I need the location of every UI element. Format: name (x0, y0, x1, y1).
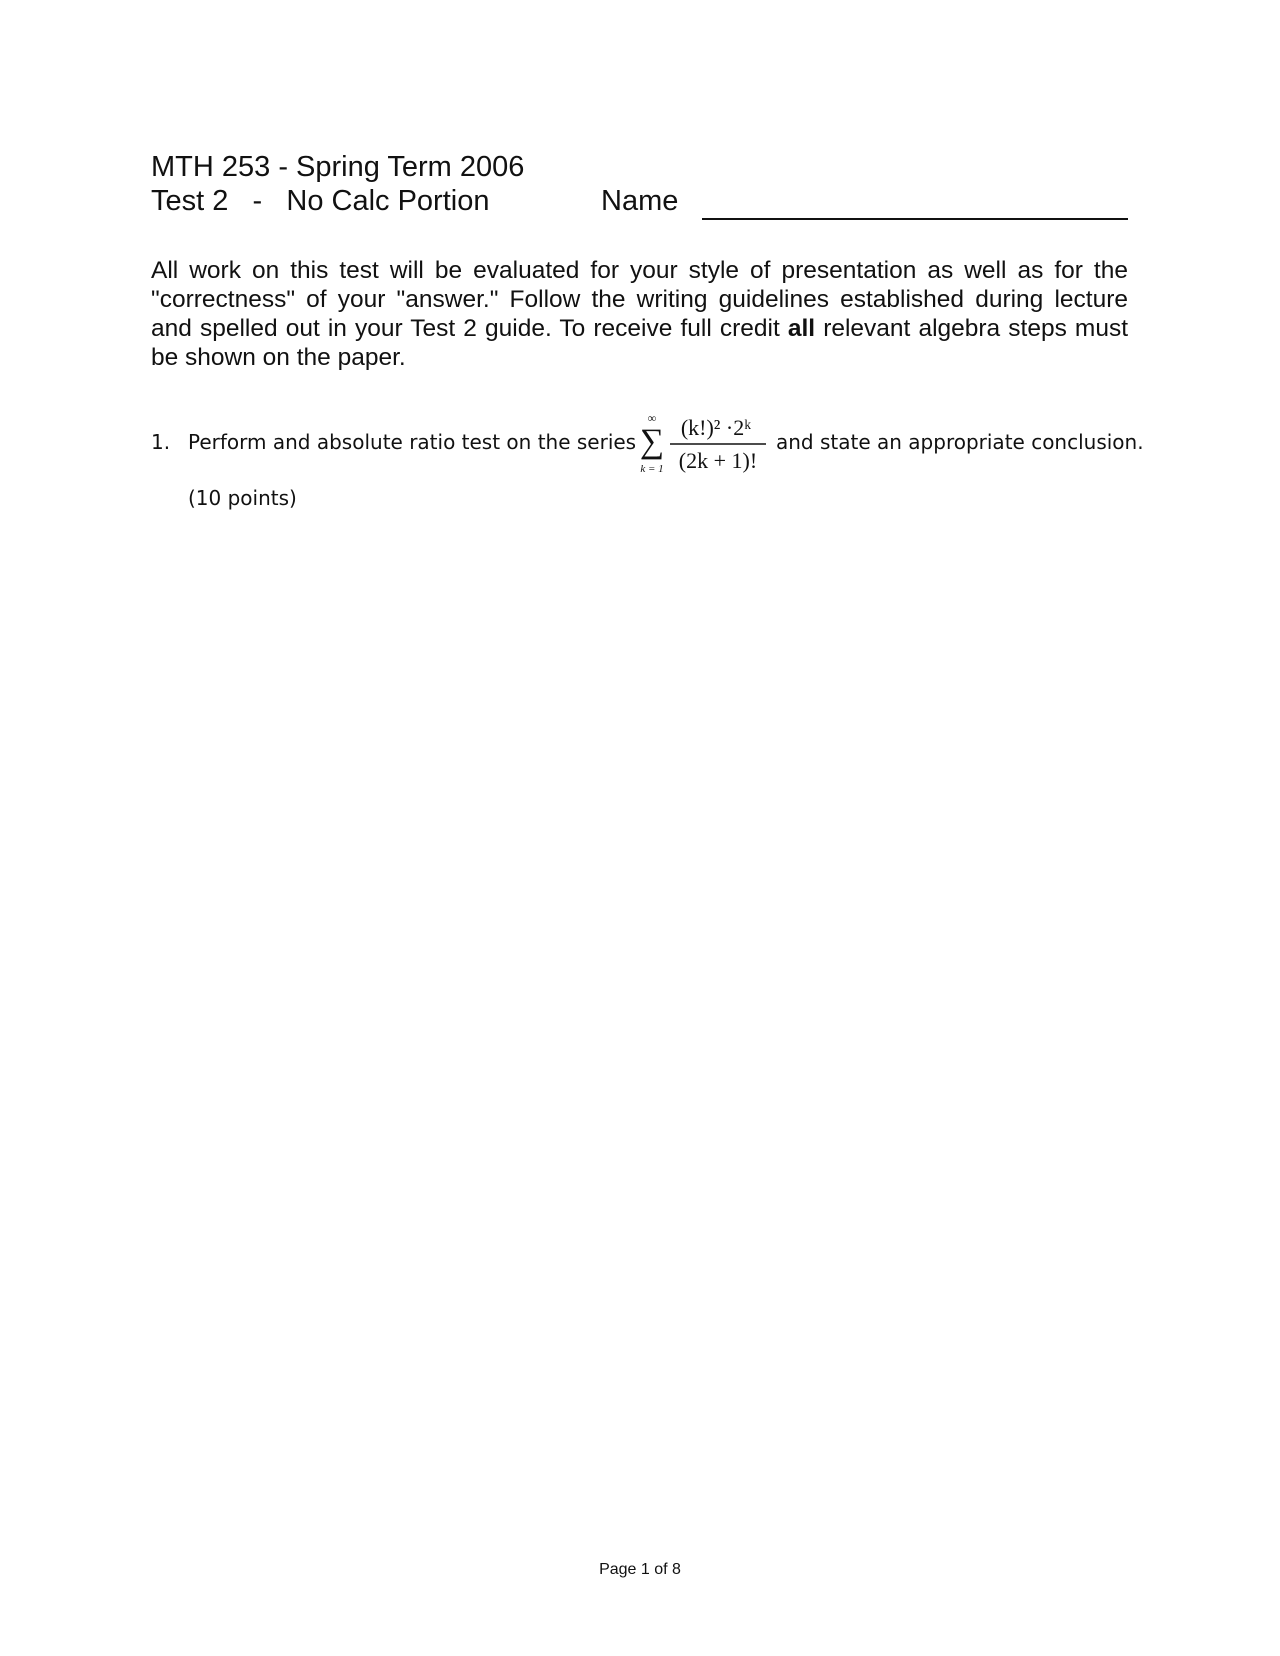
problem-points: (10 points) (188, 486, 297, 510)
test-title: Test 2 - No Calc Portion (151, 185, 490, 217)
sum-upper-limit: ∞ (647, 411, 657, 425)
problem-prompt: Perform and absolute ratio test on the series (188, 430, 637, 454)
series-formula (638, 402, 772, 482)
page-number: Page 1 of 8 (599, 1561, 681, 1578)
series-formula-svg (638, 402, 772, 482)
sum-symbol: ∑ (639, 423, 665, 460)
name-label: Name (601, 185, 679, 217)
instructions-text-2: relevant algebra steps must be shown on the paper. (151, 315, 1128, 371)
name-blank-line[interactable] (702, 218, 1128, 220)
sum-lower-limit: k = 1 (640, 463, 664, 475)
problem-number: 1. (151, 430, 171, 454)
course-title: MTH 253 - Spring Term 2006 (151, 151, 525, 183)
formula-denominator: (2k + 1)! (678, 448, 758, 473)
instructions-text-1: All work on this test will be evaluated for your style of presentation as well as for the "correctness" of your "answer." Follow the writing guidelines established during lecture and spelled out in your Test 2 guide. To receive full credit (151, 257, 1128, 342)
instructions-bold-word: all (787, 315, 816, 342)
instructions-paragraph (151, 256, 1128, 372)
formula-numerator: (k!)² ·2ᵏ (680, 415, 752, 440)
problem-prompt-continuation: and state an appropriate conclusion. (776, 430, 1144, 454)
